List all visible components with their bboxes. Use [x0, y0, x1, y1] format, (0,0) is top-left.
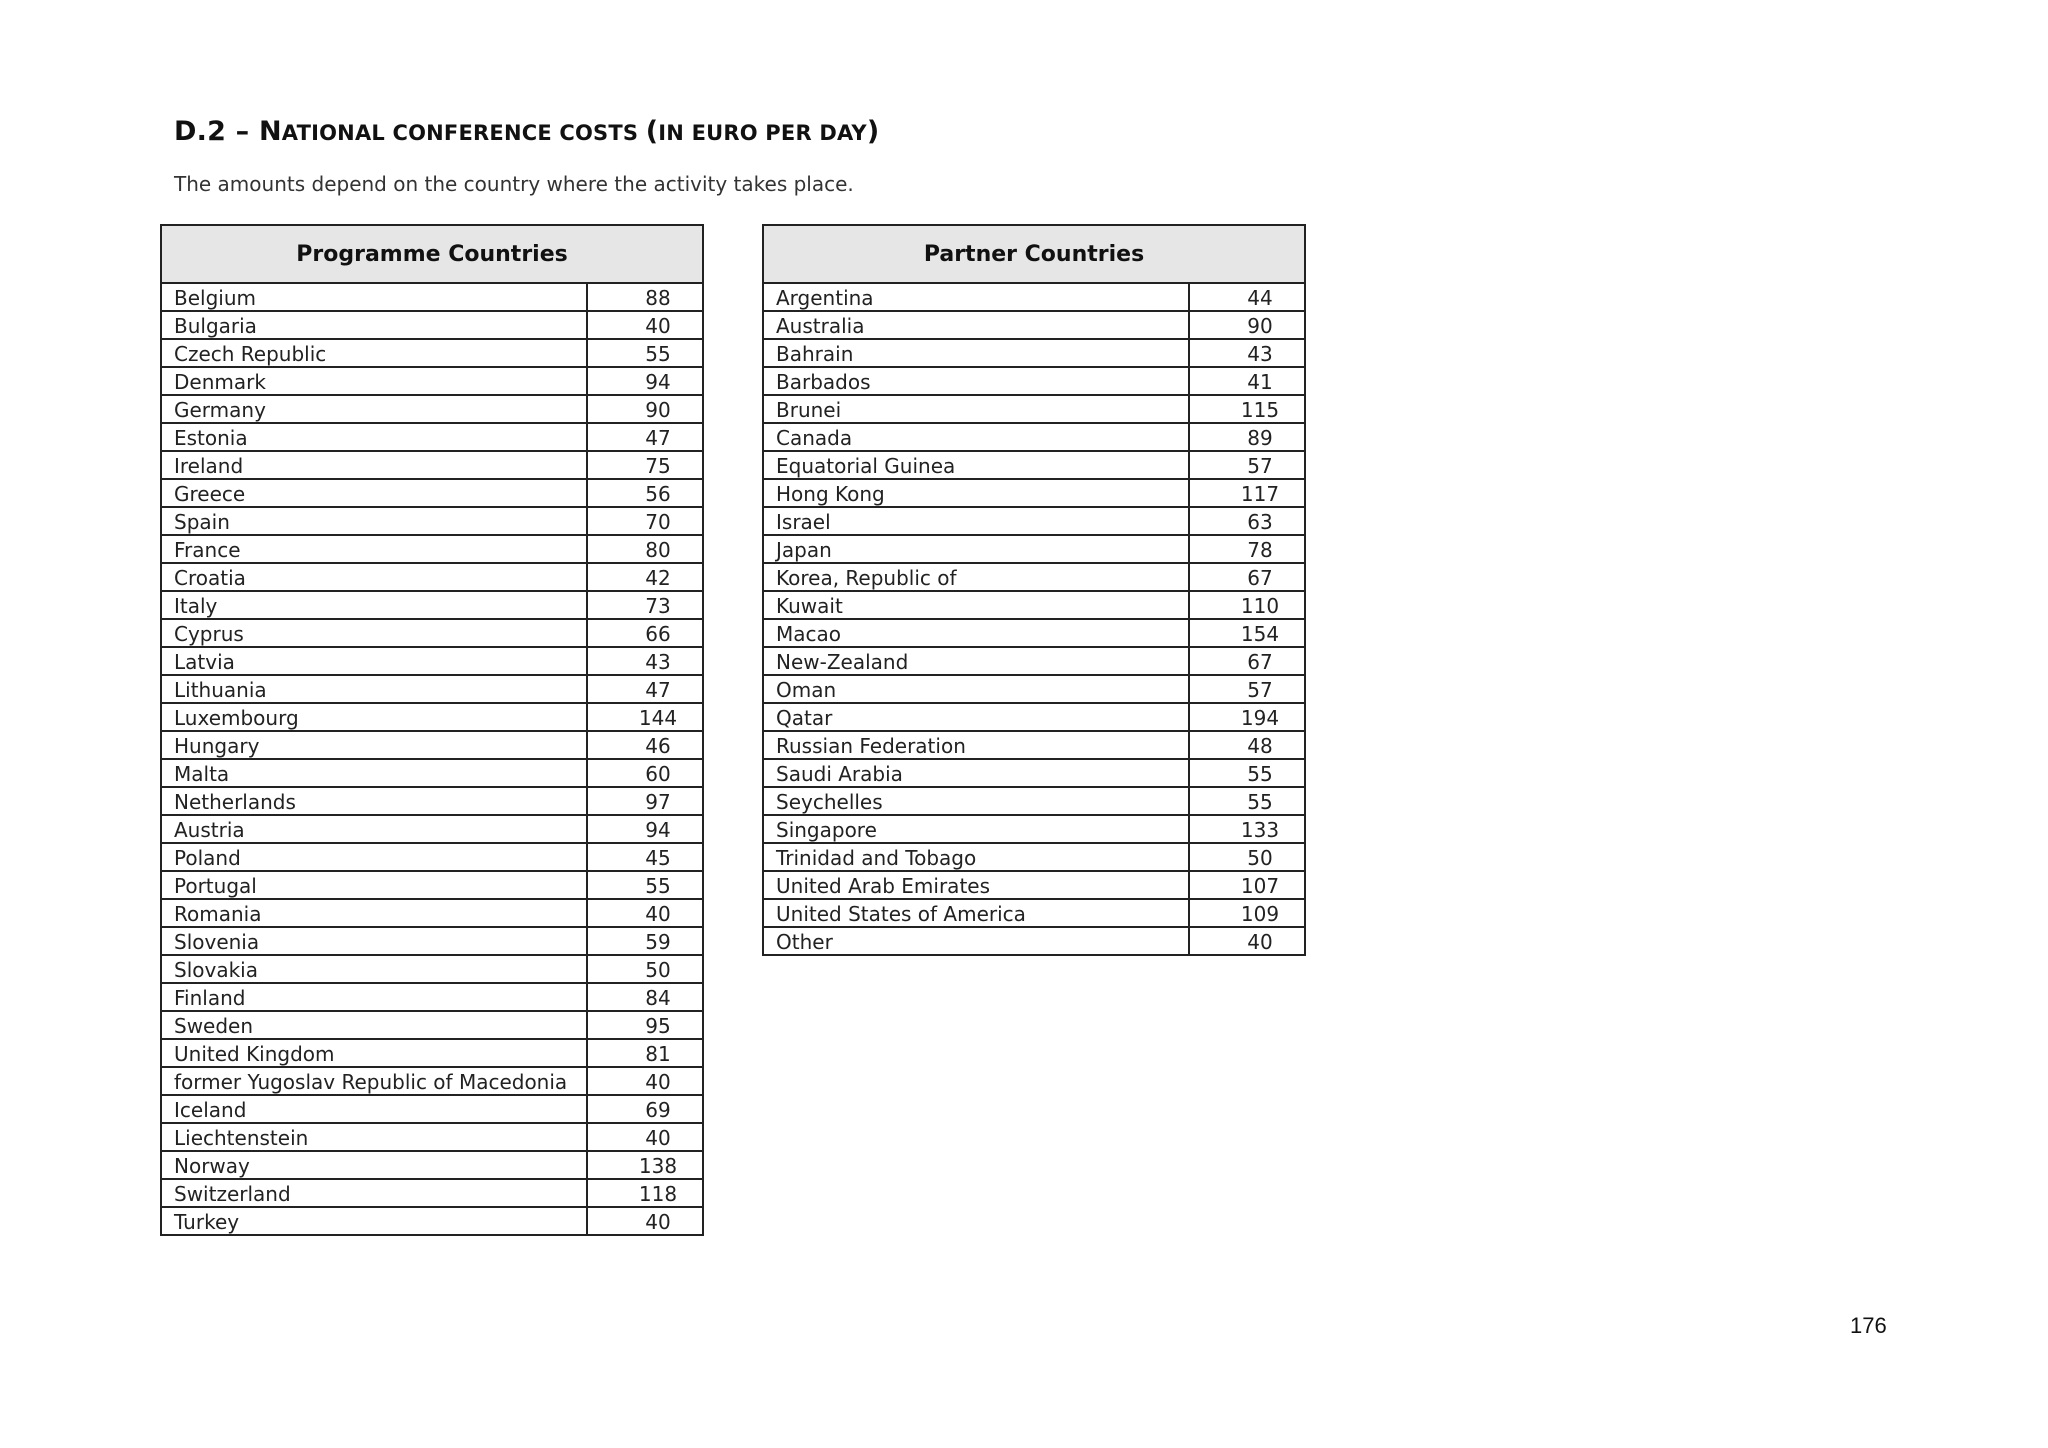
table-row	[161, 1095, 703, 1123]
country-name-cell: Saudi Arabia	[763, 759, 1189, 787]
amount-cell: 45	[587, 843, 703, 871]
country-name-cell: Norway	[161, 1151, 587, 1179]
table-row	[763, 815, 1305, 843]
amount-cell: 67	[1189, 647, 1305, 675]
table-row	[161, 1067, 703, 1095]
table-row	[161, 1151, 703, 1179]
heading-paren-close: )	[866, 116, 880, 147]
table-row	[161, 1207, 703, 1235]
table-header-row	[161, 225, 703, 283]
amount-cell: 55	[587, 871, 703, 899]
country-name-cell: Oman	[763, 675, 1189, 703]
amount-cell: 40	[1189, 927, 1305, 955]
amount-cell: 115	[1189, 395, 1305, 423]
amount-cell: 144	[587, 703, 703, 731]
amount-cell: 50	[587, 955, 703, 983]
table-row	[763, 899, 1305, 927]
country-name-cell: United Kingdom	[161, 1039, 587, 1067]
country-name-cell: former Yugoslav Republic of Macedonia	[161, 1067, 587, 1095]
country-name-cell: Malta	[161, 759, 587, 787]
country-name-cell: Seychelles	[763, 787, 1189, 815]
amount-cell: 75	[587, 451, 703, 479]
amount-cell: 67	[1189, 563, 1305, 591]
table-row	[161, 927, 703, 955]
amount-cell: 57	[1189, 675, 1305, 703]
table-row	[161, 1179, 703, 1207]
table-row	[763, 591, 1305, 619]
country-name-cell: Romania	[161, 899, 587, 927]
country-name-cell: Estonia	[161, 423, 587, 451]
country-name-cell: Kuwait	[763, 591, 1189, 619]
country-name-cell: Hong Kong	[763, 479, 1189, 507]
table-row	[161, 479, 703, 507]
table-row	[161, 871, 703, 899]
amount-cell: 43	[587, 647, 703, 675]
table-row	[763, 311, 1305, 339]
table-row	[161, 339, 703, 367]
amount-cell: 55	[1189, 787, 1305, 815]
amount-cell: 69	[587, 1095, 703, 1123]
table-row	[763, 703, 1305, 731]
country-name-cell: Bahrain	[763, 339, 1189, 367]
table-row	[161, 703, 703, 731]
table-row	[763, 619, 1305, 647]
table-row	[763, 395, 1305, 423]
table-row	[763, 759, 1305, 787]
country-name-cell: Croatia	[161, 563, 587, 591]
amount-cell: 42	[587, 563, 703, 591]
amount-cell: 66	[587, 619, 703, 647]
country-name-cell: Belgium	[161, 283, 587, 311]
country-name-cell: Barbados	[763, 367, 1189, 395]
amount-cell: 40	[587, 1067, 703, 1095]
amount-cell: 70	[587, 507, 703, 535]
country-name-cell: Israel	[763, 507, 1189, 535]
table-row	[161, 1123, 703, 1151]
country-name-cell: Netherlands	[161, 787, 587, 815]
amount-cell: 154	[1189, 619, 1305, 647]
table-row	[161, 619, 703, 647]
amount-cell: 60	[587, 759, 703, 787]
table-row	[763, 339, 1305, 367]
table-row	[161, 731, 703, 759]
amount-cell: 94	[587, 367, 703, 395]
programme-countries-table	[160, 224, 704, 1236]
amount-cell: 89	[1189, 423, 1305, 451]
table-row	[763, 451, 1305, 479]
amount-cell: 47	[587, 675, 703, 703]
amount-cell: 110	[1189, 591, 1305, 619]
country-name-cell: Hungary	[161, 731, 587, 759]
amount-cell: 46	[587, 731, 703, 759]
amount-cell: 90	[1189, 311, 1305, 339]
table-row	[763, 675, 1305, 703]
amount-cell: 63	[1189, 507, 1305, 535]
country-name-cell: Trinidad and Tobago	[763, 843, 1189, 871]
country-name-cell: Qatar	[763, 703, 1189, 731]
table-row	[161, 787, 703, 815]
heading-prefix: D.2 –	[174, 116, 259, 147]
table-row	[763, 843, 1305, 871]
amount-cell: 40	[587, 1123, 703, 1151]
amount-cell: 90	[587, 395, 703, 423]
table-row	[161, 899, 703, 927]
country-name-cell: Portugal	[161, 871, 587, 899]
country-name-cell: Slovakia	[161, 955, 587, 983]
amount-cell: 107	[1189, 871, 1305, 899]
table-row	[763, 367, 1305, 395]
country-name-cell: Macao	[763, 619, 1189, 647]
table-row	[763, 479, 1305, 507]
table-row	[161, 283, 703, 311]
country-name-cell: Latvia	[161, 647, 587, 675]
country-name-cell: Cyprus	[161, 619, 587, 647]
table-row	[161, 759, 703, 787]
country-name-cell: Greece	[161, 479, 587, 507]
amount-cell: 47	[587, 423, 703, 451]
page-number: 176	[1850, 1313, 1887, 1338]
country-name-cell: Spain	[161, 507, 587, 535]
table-header-row	[763, 225, 1305, 283]
table-row	[161, 647, 703, 675]
country-name-cell: Germany	[161, 395, 587, 423]
heading-initial: N	[258, 116, 282, 147]
country-name-cell: Singapore	[763, 815, 1189, 843]
intro-text: The amounts depend on the country where the activity takes place.	[174, 172, 854, 196]
country-name-cell: Iceland	[161, 1095, 587, 1123]
table-row	[763, 647, 1305, 675]
programme-countries-header: Programme Countries	[161, 225, 703, 283]
country-name-cell: Italy	[161, 591, 587, 619]
country-name-cell: Liechtenstein	[161, 1123, 587, 1151]
country-name-cell: United States of America	[763, 899, 1189, 927]
table-row	[763, 507, 1305, 535]
heading-title-part-1: ATIONAL CONFERENCE COSTS	[281, 121, 646, 145]
country-name-cell: Bulgaria	[161, 311, 587, 339]
heading-title-part-2: IN EURO PER DAY	[658, 121, 867, 145]
amount-cell: 44	[1189, 283, 1305, 311]
country-name-cell: Finland	[161, 983, 587, 1011]
table-row	[161, 423, 703, 451]
table-row	[763, 871, 1305, 899]
country-name-cell: Australia	[763, 311, 1189, 339]
country-name-cell: Korea, Republic of	[763, 563, 1189, 591]
amount-cell: 88	[587, 283, 703, 311]
amount-cell: 194	[1189, 703, 1305, 731]
country-name-cell: Sweden	[161, 1011, 587, 1039]
amount-cell: 41	[1189, 367, 1305, 395]
table-row	[161, 591, 703, 619]
table-row	[763, 283, 1305, 311]
amount-cell: 50	[1189, 843, 1305, 871]
table-row	[161, 395, 703, 423]
amount-cell: 40	[587, 1207, 703, 1235]
table-row	[763, 423, 1305, 451]
amount-cell: 80	[587, 535, 703, 563]
amount-cell: 109	[1189, 899, 1305, 927]
country-name-cell: Turkey	[161, 1207, 587, 1235]
amount-cell: 94	[587, 815, 703, 843]
amount-cell: 117	[1189, 479, 1305, 507]
amount-cell: 78	[1189, 535, 1305, 563]
heading-paren-open: (	[645, 116, 659, 147]
country-name-cell: Canada	[763, 423, 1189, 451]
table-row	[161, 311, 703, 339]
country-name-cell: Japan	[763, 535, 1189, 563]
country-name-cell: Ireland	[161, 451, 587, 479]
amount-cell: 97	[587, 787, 703, 815]
table-row	[161, 983, 703, 1011]
country-name-cell: Slovenia	[161, 927, 587, 955]
amount-cell: 95	[587, 1011, 703, 1039]
country-name-cell: Equatorial Guinea	[763, 451, 1189, 479]
country-name-cell: Czech Republic	[161, 339, 587, 367]
table-row	[763, 787, 1305, 815]
country-name-cell: Argentina	[763, 283, 1189, 311]
amount-cell: 118	[587, 1179, 703, 1207]
table-row	[161, 815, 703, 843]
table-row	[763, 535, 1305, 563]
amount-cell: 55	[1189, 759, 1305, 787]
amount-cell: 59	[587, 927, 703, 955]
country-name-cell: Other	[763, 927, 1189, 955]
country-name-cell: Luxembourg	[161, 703, 587, 731]
amount-cell: 56	[587, 479, 703, 507]
amount-cell: 133	[1189, 815, 1305, 843]
country-name-cell: United Arab Emirates	[763, 871, 1189, 899]
table-row	[161, 675, 703, 703]
country-name-cell: Russian Federation	[763, 731, 1189, 759]
amount-cell: 73	[587, 591, 703, 619]
amount-cell: 138	[587, 1151, 703, 1179]
table-row	[161, 451, 703, 479]
table-row	[161, 367, 703, 395]
country-name-cell: Lithuania	[161, 675, 587, 703]
country-name-cell: Brunei	[763, 395, 1189, 423]
partner-countries-table	[762, 224, 1306, 956]
section-heading	[174, 116, 879, 147]
table-row	[161, 535, 703, 563]
table-row	[763, 731, 1305, 759]
table-row	[161, 563, 703, 591]
programme-countries-body	[161, 283, 703, 1235]
amount-cell: 40	[587, 899, 703, 927]
country-name-cell: Switzerland	[161, 1179, 587, 1207]
table-row	[763, 927, 1305, 955]
amount-cell: 55	[587, 339, 703, 367]
country-name-cell: Austria	[161, 815, 587, 843]
table-row	[161, 955, 703, 983]
amount-cell: 84	[587, 983, 703, 1011]
amount-cell: 57	[1189, 451, 1305, 479]
partner-countries-header: Partner Countries	[763, 225, 1305, 283]
country-name-cell: France	[161, 535, 587, 563]
amount-cell: 40	[587, 311, 703, 339]
amount-cell: 48	[1189, 731, 1305, 759]
table-row	[161, 507, 703, 535]
country-name-cell: Denmark	[161, 367, 587, 395]
country-name-cell: New-Zealand	[763, 647, 1189, 675]
partner-countries-body	[763, 283, 1305, 955]
table-row	[161, 1011, 703, 1039]
table-row	[763, 563, 1305, 591]
country-name-cell: Poland	[161, 843, 587, 871]
table-row	[161, 1039, 703, 1067]
table-row	[161, 843, 703, 871]
amount-cell: 43	[1189, 339, 1305, 367]
amount-cell: 81	[587, 1039, 703, 1067]
